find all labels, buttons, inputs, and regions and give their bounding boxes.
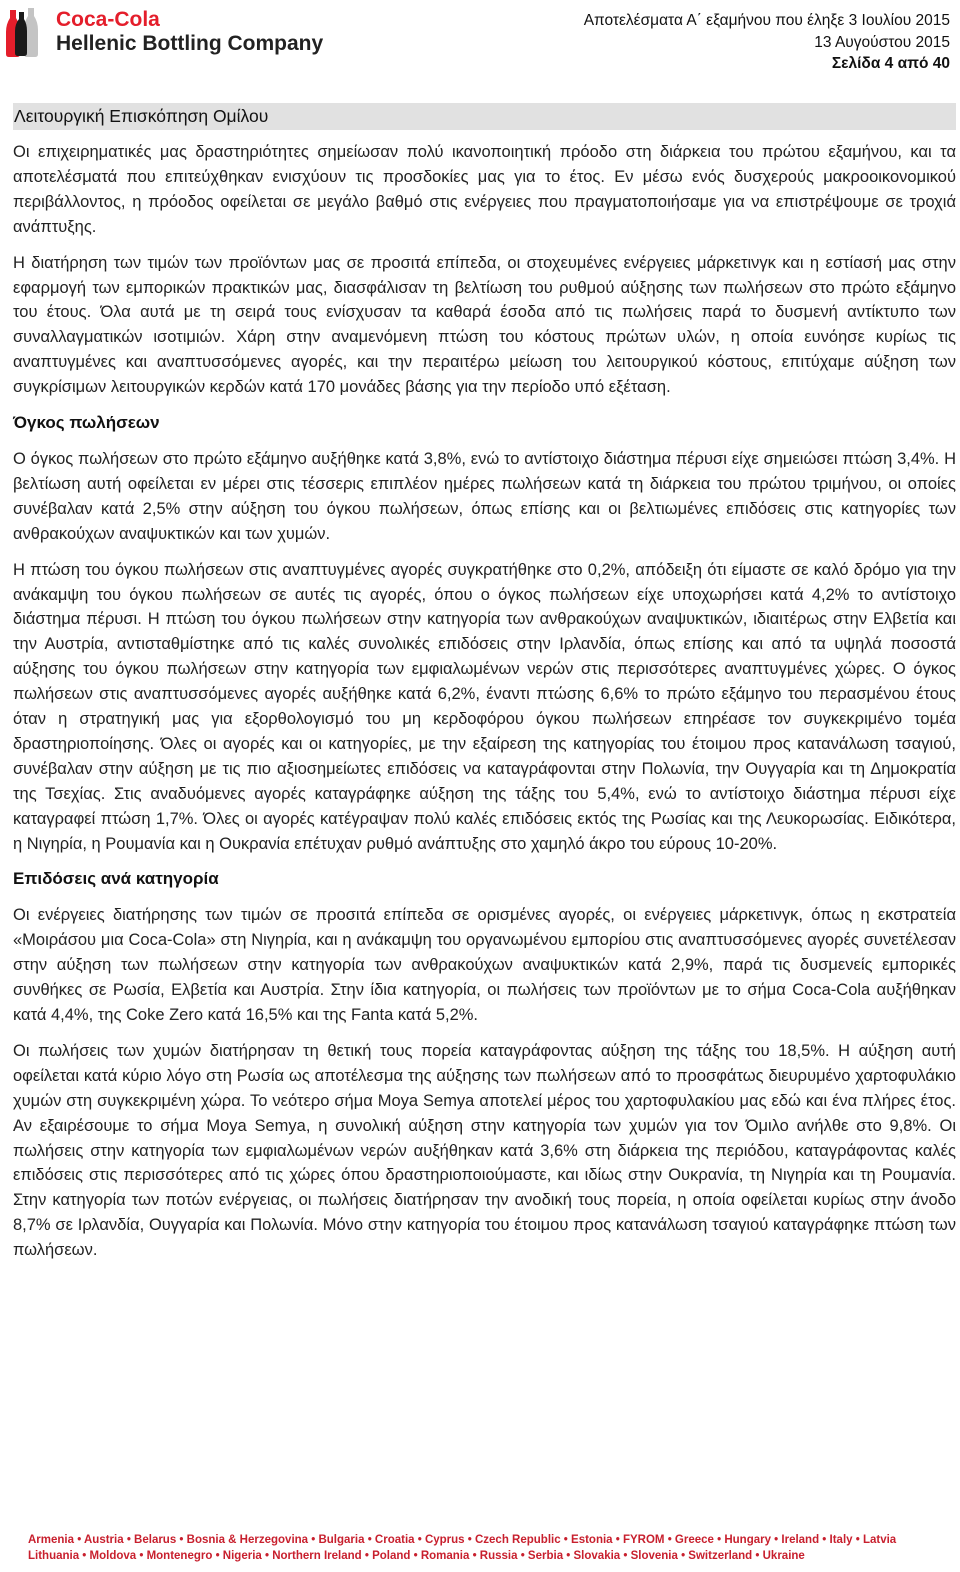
bottles-logo-icon xyxy=(4,6,44,58)
volume-paragraph: Η πτώση του όγκου πωλήσεων στις αναπτυγμένες αγορές συγκρατήθηκε στο 0,2%, απόδειξη ότι είμαστε σε καλό δρόμο για την ανάκαμψη του όγκου πωλήσεων σε αυτές τις αγορές, όπου ο όγκος πωλήσεων είχε υποχωρήσει κατά 4,2% το αντίστοιχο διάστημα πέρυσι. Η πτώση του όγκου πωλήσεων στην κατηγορία των ανθρακούχων αναψυκτικών, ιδιαιτέρως στην Ελβετία και την Αυστρία, αντισταθμίστηκε από τις καλές συνολικές επιδόσεις στην Ιρλανδία, όπως επίσης και από τα υψηλά ποσοστά αύξησης του όγκου πωλήσεων στην κατηγορία των εμφιαλωμένων νερών στις περισσότερες αναπτυγμένες χώρες. Ο όγκος πωλήσεων στις αναπτυσσόμενες αγορές αυξήθηκε κατά 6,2%, έναντι πτώσης 6,6% το πρώτο εξάμηνο του περασμένου έτους όταν η στρατηγική μας για εξορθολογισμό του μη κερδοφόρου όγκου πωλήσεων επηρέασε τον συγκεκριμένο τομέα δραστηριοποίησης. Όλες οι αγορές και οι κατηγορίες, με την εξαίρεση της κατηγορίας του έτοιμου προς κατανάλωση τσαγιού, συνέβαλαν στην αύξηση με τις πιο αξιοσημείωτες επιδόσεις να καταγράφονται στην Πολωνία, την Ουγγαρία και τη Δημοκρατία της Τσεχίας. Στις αναδυόμενες αγορές καταγράφηκε αύξηση της τάξης του 5,4%, ενώ το αντίστοιχο διάστημα πέρυσι είχε καταγραφεί πτώση 1,7%. Όλες οι αγορές κατέγραψαν πολύ καλές επιδόσεις εκτός της Ρωσίας και της Λευκορωσίας. Ειδικότερα, η Νιγηρία, η Ρουμανία και η Ουκρανία επέτυχαν ρυθμό ανάπτυξης στο χαμηλό άκρο του εύρους 10-20%. xyxy=(13,560,956,853)
volume-paragraph: Ο όγκος πωλήσεων στο πρώτο εξάμηνο αυξήθηκε κατά 3,8%, ενώ το αντίστοιχο διάστημα πέρυσι είχε σημειώσει πτώση 3,4%. Η βελτίωση αυτή οφείλεται εν μέρει στις τέσσερις επιπλέον ημέρες πωλήσεων κατά τη διάρκεια του πρώτου τριμήνου, οι οποίες συνέβαλαν κατά 2,5% στην αύξηση του όγκου πωλήσεων, όπως επίσης και οι βελτιωμένες επιδόσεις στις κατηγορίες των ανθρακούχων αναψυκτικών και των χυμών. xyxy=(13,449,956,543)
brand-name-coca-cola: Coca-Cola xyxy=(56,8,160,31)
intro-paragraph: Η διατήρηση των τιμών των προϊόντων μας σε προσιτά επίπεδα, οι στοχευμένες ενέργειες μάρκετινγκ και η εστίασή μας στην εφαρμογή των εμπορικών πρακτικών μας, διασφάλισαν τη βελτίωση του ρυθμού αύξησης των πωλήσεων στο πρώτο εξάμηνο του έτους. Όλα αυτά με τη σειρά τους ενίσχυσαν τα καθαρά έσοδα από τις πωλήσεις παρά το δυσμενή αντίκτυπο των συναλλαγματικών ισοτιμιών. Χάρη στην αναμενόμενη πτώση του κόστους πρώτων υλών, η οποία ευνόησε κυρίως τις αναπτυγμένες και αναπτυσσόμενες αγορές, και την περαιτέρω μείωση του λειτουργικού κόστους, επιτύχαμε αύξηση των συγκρίσιμων λειτουργικών κερδών κατά 170 μονάδες βάσης για την περίοδο υπό εξέταση. xyxy=(13,253,956,397)
volume-heading: Όγκος πωλήσεων xyxy=(13,413,160,433)
footer-line: Armenia • Austria • Belarus • Bosnia & Herzegovina • Bulgaria • Croatia • Cyprus • Czech Republic • Estonia • FYROM • Greece • Hungary • Ireland • Italy • Latvia xyxy=(28,1534,897,1546)
category-paragraph: Οι πωλήσεις των χυμών διατήρησαν τη θετική τους πορεία καταγράφοντας αύξηση της τάξης του 18,5%. Η αύξηση αυτή οφείλεται κατά κύριο λόγο στη Ρωσία ως αποτέλεσμα της αύξησης των πωλήσεων από το προσφάτως διευρυμένο χαρτοφυλάκιο χυμών στη συγκεκριμένη χώρα. Το νεότερο σήμα Moya Semya αποτελεί μέρος του χαρτοφυλακίου μας εδώ και ένα πλήρες έτος. Αν εξαιρέσουμε το σήμα Moya Semya, η συνολική αύξηση στην κατηγορία των χυμών για τον Όμιλο ανήλθε στο 9,8%. Οι πωλήσεις στην κατηγορία των εμφιαλωμένων νερών αυξήθηκαν κατά 3,6% στη διάρκεια της περιόδου, καταγράφοντας καλές επιδόσεις στις περισσότερες από τις χώρες όπου δραστηριοποιούμαστε, και ιδίως στην Ουκρανία, τη Νιγηρία και τη Ρουμανία. Στην κατηγορία των ποτών ενέργειας, οι πωλήσεις διατήρησαν την ανοδική τους πορεία, η οποία οφείλεται κυρίως στην άνοδο 8,7% σε Ιρλανδία, Ουγγαρία και Πολωνία. Μόνο στην κατηγορία του έτοιμου προς κατανάλωση τσαγιού καταγράφηκε πτώση των πωλήσεων. xyxy=(13,1041,956,1260)
main-content xyxy=(13,103,956,1274)
report-date: 13 Αυγούστου 2015 xyxy=(814,33,950,51)
brand-name-hbc: Hellenic Bottling Company xyxy=(56,32,324,55)
footer-line: Lithuania • Moldova • Montenegro • Nigeria • Northern Ireland • Poland • Romania • Russia • Serbia • Slovakia • Slovenia • Switzerland • Ukraine xyxy=(28,1550,805,1562)
category-heading: Επιδόσεις ανά κατηγορία xyxy=(13,869,219,889)
footer-countries xyxy=(28,1532,958,1564)
category-paragraph: Οι ενέργειες διατήρησης των τιμών σε προσιτά επίπεδα σε ορισμένες αγορές, οι ενέργειες μάρκετινγκ, όπως η εκστρατεία «Μοιράσου μια Coca-Cola» στη Νιγηρία, και η ανάκαμψη του οργανωμένου εμπορίου στις αναπτυσσόμενες αγορές συνετέλεσαν στην αύξηση των πωλήσεων στην κατηγορία των ανθρακούχων αναψυκτικών κατά 2,9%, παρά τις δυσμενείς εμπορικές συνθήκες σε Ρωσία, Ελβετία και Αυστρία. Στην ίδια κατηγορία, οι πωλήσεις των προϊόντων με το σήμα Coca-Cola αυξήθηκαν κατά 4,4%, της Coke Zero κατά 16,5% και της Fanta κατά 5,2%. xyxy=(13,906,956,1024)
page-header xyxy=(0,0,960,100)
page-number: Σελίδα 4 από 40 xyxy=(831,55,950,72)
report-title: Αποτελέσματα Α΄ εξαμήνου που έληξε 3 Ιουλίου 2015 xyxy=(583,12,950,29)
section-title: Λειτουργική Επισκόπηση Ομίλου xyxy=(13,103,956,130)
intro-paragraph: Οι επιχειρηματικές μας δραστηριότητες σημείωσαν πολύ ικανοποιητική πρόοδο στη διάρκεια του πρώτου εξαμήνου, και τα αποτελέσματά που επιτεύχθηκαν ενισχύουν τις προσδοκίες μας για το έτος. Εν μέσω ενός δυσχερούς μακροοικονομικού περιβάλλοντος, η πρόοδος οφείλεται σε μεγάλο βαθμό στις ενέργειες που πραγματοποιήσαμε για να επιστρέψουμε σε τροχιά ανάπτυξης. xyxy=(13,143,956,236)
header-meta xyxy=(584,10,950,75)
